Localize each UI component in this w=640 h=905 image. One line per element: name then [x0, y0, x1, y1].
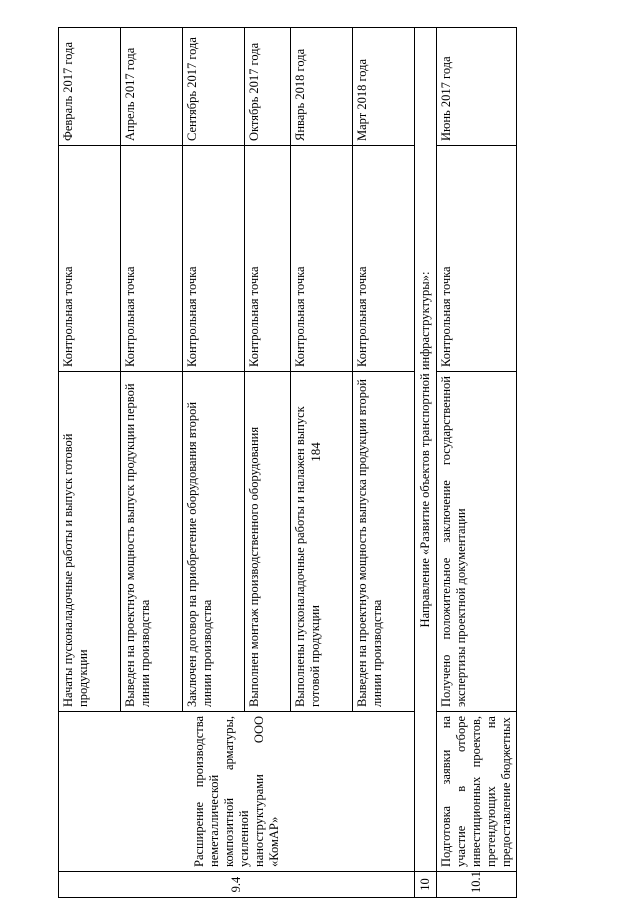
- event-text: Начаты пусконаладочные работы и выпуск готовой продукции: [59, 372, 121, 712]
- event-text: Получено положительное заключение государственной экспертизы проектной документации: [437, 372, 517, 712]
- event-type: Контрольная точка: [353, 146, 415, 372]
- event-date: Март 2018 года: [353, 28, 415, 146]
- event-text: Выполнены пусконаладочные работы и налажен выпуск готовой продукции: [291, 372, 353, 712]
- project-name: Подготовка заявки на участие в отборе инвестиционных проектов, претендующих на предоставление бюджетных: [437, 712, 517, 872]
- row-number: 10: [415, 872, 437, 898]
- event-text: Выведен на проектную мощность выпуска продукции второй линии производства: [353, 372, 415, 712]
- event-date: Апрель 2017 года: [121, 28, 183, 146]
- event-date: Январь 2018 года: [291, 28, 353, 146]
- event-type: Контрольная точка: [121, 146, 183, 372]
- event-text: Выведен на проектную мощность выпуск продукции первой линии производства: [121, 372, 183, 712]
- rotated-table-container: [58, 28, 513, 898]
- event-date: Февраль 2017 года: [59, 28, 121, 146]
- row-number: 10.1: [437, 872, 517, 898]
- row-number: 9.4: [59, 872, 415, 898]
- event-type: Контрольная точка: [245, 146, 291, 372]
- event-date: Июнь 2017 года: [437, 28, 517, 146]
- event-type: Контрольная точка: [183, 146, 245, 372]
- event-type: Контрольная точка: [291, 146, 353, 372]
- event-text: Заключен договор на приобретение оборудования второй линии производства: [183, 372, 245, 712]
- table-row: [437, 28, 517, 898]
- event-date: Октябрь 2017 года: [245, 28, 291, 146]
- section-heading-row: [415, 28, 437, 898]
- event-text: Выполнен монтаж производственного оборудования: [245, 372, 291, 712]
- event-type: Контрольная точка: [59, 146, 121, 372]
- section-title: Направление «Развитие объектов транспортной инфраструктуры»:: [415, 28, 437, 872]
- page-number: 184: [308, 442, 323, 462]
- project-name: Расширение производства неметаллической композитной арматуры, усиленной наноструктурами ООО «КомАР»: [59, 712, 415, 872]
- event-date: Сентябрь 2017 года: [183, 28, 245, 146]
- event-type: Контрольная точка: [437, 146, 517, 372]
- table-row: [59, 28, 121, 898]
- control-points-table: [58, 27, 517, 898]
